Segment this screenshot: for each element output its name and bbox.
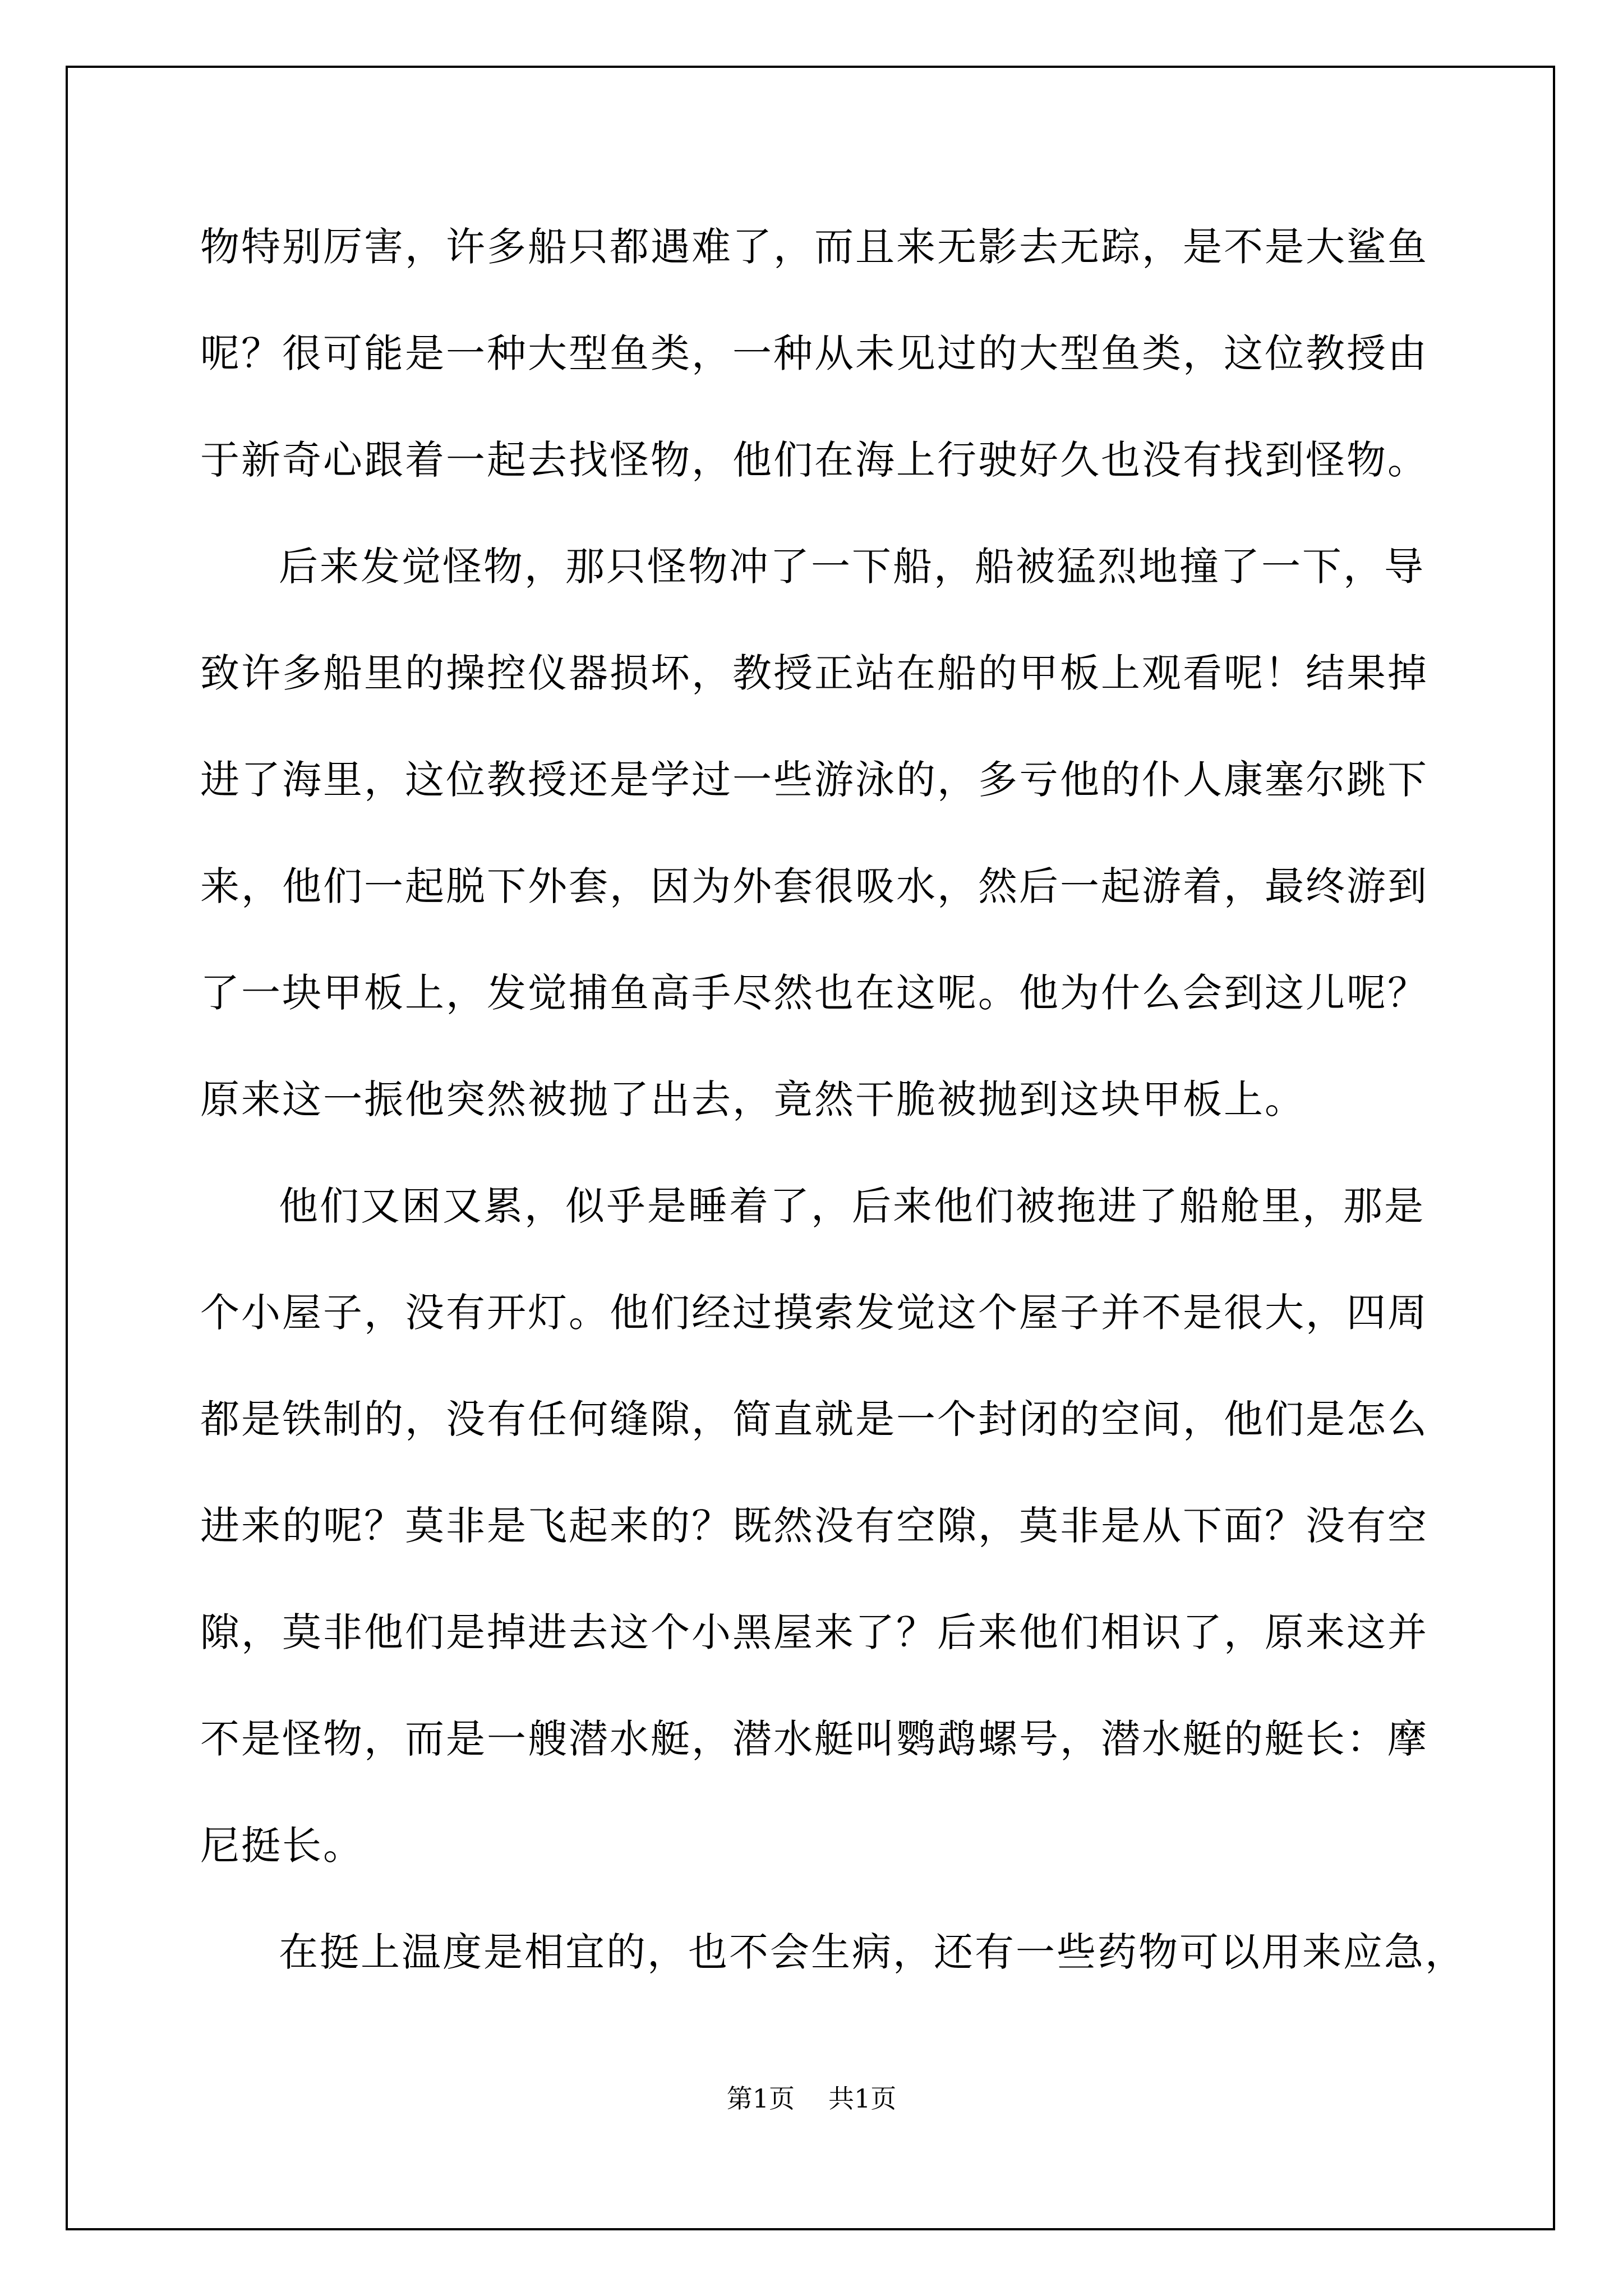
text-line: 进来的呢？莫非是飞起来的？既然没有空隙，莫非是从下面？没有空 xyxy=(200,1503,1428,1549)
page-footer xyxy=(0,2082,1623,2115)
text-line: 尼挺长。 xyxy=(200,1823,364,1869)
page-total: 共1页 xyxy=(828,2083,897,2114)
text-line: 于新奇心跟着一起去找怪物，他们在海上行驶好久也没有找到怪物。 xyxy=(200,437,1428,483)
text-line: 他们又困又累，似乎是睡着了，后来他们被拖进了船舱里，那是 xyxy=(279,1183,1425,1229)
text-line: 都是铁制的，没有任何缝隙，简直就是一个封闭的空间，他们是怎么 xyxy=(200,1396,1428,1442)
page-border xyxy=(66,66,1555,2230)
text-line: 个小屋子，没有开灯。他们经过摸索发觉这个屋子并不是很大，四周 xyxy=(200,1290,1428,1336)
text-line: 隙，莫非他们是掉进去这个小黑屋来了？后来他们相识了，原来这并 xyxy=(200,1609,1428,1655)
text-line: 致许多船里的操控仪器损坏，教授正站在船的甲板上观看呢！结果掉 xyxy=(200,650,1428,696)
text-line: 在挺上温度是相宜的，也不会生病，还有一些药物可以用来应急， xyxy=(279,1929,1466,1975)
text-line: 了一块甲板上，发觉捕鱼高手尽然也在这呢。他为什么会到这儿呢？ xyxy=(200,970,1428,1016)
page-number: 第1页 xyxy=(726,2083,795,2114)
text-line: 呢？很可能是一种大型鱼类，一种从未见过的大型鱼类，这位教授由 xyxy=(200,330,1428,376)
text-line: 进了海里，这位教授还是学过一些游泳的，多亏他的仆人康塞尔跳下 xyxy=(200,757,1428,803)
text-line: 物特别厉害，许多船只都遇难了，而且来无影去无踪，是不是大鲨鱼 xyxy=(200,224,1428,270)
text-line: 来，他们一起脱下外套，因为外套很吸水，然后一起游着，最终游到 xyxy=(200,863,1428,909)
text-line: 后来发觉怪物，那只怪物冲了一下船，船被猛烈地撞了一下，导 xyxy=(279,544,1425,590)
text-line: 原来这一振他突然被抛了出去，竟然干脆被抛到这块甲板上。 xyxy=(200,1076,1306,1122)
text-line: 不是怪物，而是一艘潜水艇，潜水艇叫鹦鹉螺号，潜水艇的艇长：摩 xyxy=(200,1716,1428,1762)
